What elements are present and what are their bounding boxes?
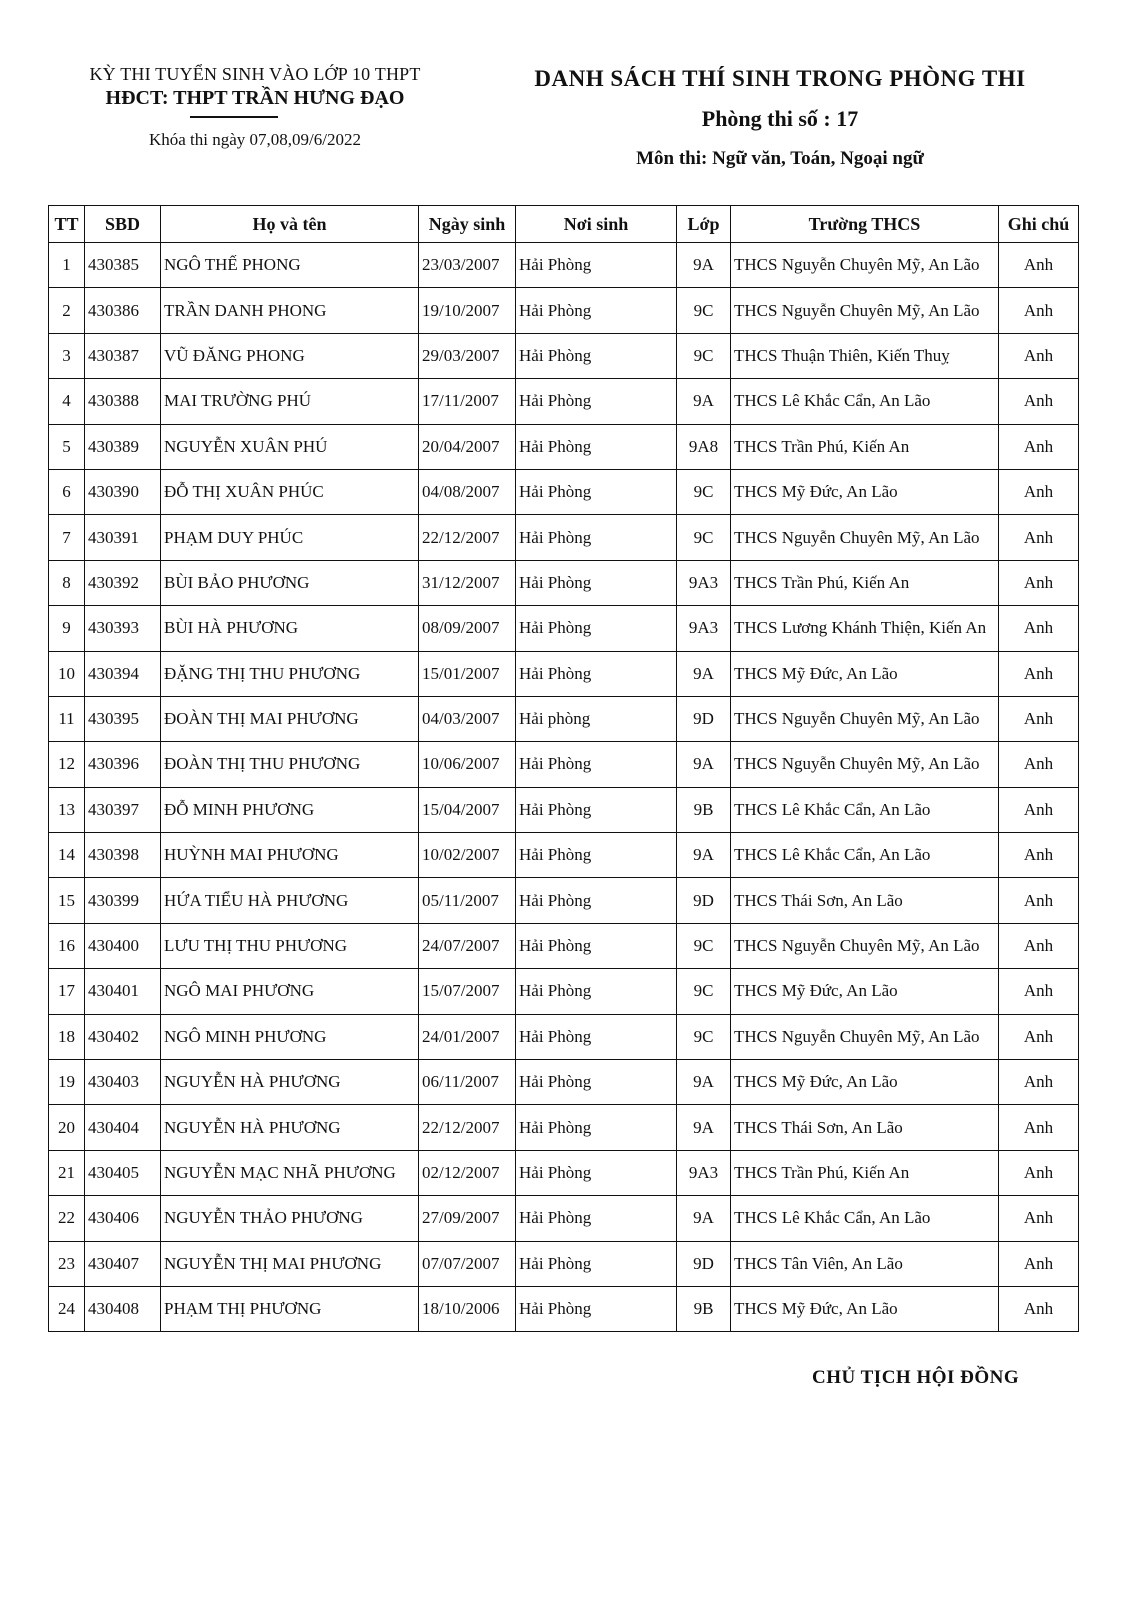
col-name: ĐỖ THỊ XUÂN PHÚC <box>161 469 419 514</box>
col-tt: 7 <box>49 515 85 560</box>
table-row <box>49 1014 1079 1059</box>
col-school: THCS Thái Sơn, An Lão <box>731 1105 999 1150</box>
col-class: 9D <box>677 878 731 923</box>
col-school: THCS Lê Khắc Cẩn, An Lão <box>731 833 999 878</box>
table-row <box>49 969 1079 1014</box>
col-school: THCS Mỹ Đức, An Lão <box>731 469 999 514</box>
col-dob: 22/12/2007 <box>419 1105 516 1150</box>
col-sbd: 430392 <box>85 560 161 605</box>
candidate-table <box>48 205 1079 1332</box>
col-sbd: 430403 <box>85 1060 161 1105</box>
col-note: Anh <box>999 923 1079 968</box>
col-note: Anh <box>999 878 1079 923</box>
col-school: THCS Nguyễn Chuyên Mỹ, An Lão <box>731 742 999 787</box>
col-tt: 9 <box>49 606 85 651</box>
col-note: Anh <box>999 833 1079 878</box>
col-dob: 22/12/2007 <box>419 515 516 560</box>
col-note: Anh <box>999 424 1079 469</box>
col-dob: 10/02/2007 <box>419 833 516 878</box>
col-class: 9C <box>677 969 731 1014</box>
col-school: THCS Tân Viên, An Lão <box>731 1241 999 1286</box>
col-class: 9C <box>677 923 731 968</box>
col-birthplace: Hải Phòng <box>516 288 677 333</box>
col-note: Anh <box>999 742 1079 787</box>
col-dob: 15/01/2007 <box>419 651 516 696</box>
col-dob: 19/10/2007 <box>419 288 516 333</box>
header-col-school: Trường THCS <box>731 206 999 243</box>
col-school: THCS Nguyễn Chuyên Mỹ, An Lão <box>731 288 999 333</box>
col-school: THCS Nguyễn Chuyên Mỹ, An Lão <box>731 696 999 741</box>
col-dob: 04/08/2007 <box>419 469 516 514</box>
col-birthplace: Hải Phòng <box>516 606 677 651</box>
col-tt: 14 <box>49 833 85 878</box>
col-birthplace: Hải Phòng <box>516 651 677 696</box>
col-note: Anh <box>999 515 1079 560</box>
col-tt: 18 <box>49 1014 85 1059</box>
col-birthplace: Hải Phòng <box>516 969 677 1014</box>
page-title: DANH SÁCH THÍ SINH TRONG PHÒNG THI <box>534 66 1026 91</box>
col-dob: 24/07/2007 <box>419 923 516 968</box>
col-birthplace: Hải Phòng <box>516 1241 677 1286</box>
header-col-birthplace: Nơi sinh <box>516 206 677 243</box>
table-row <box>49 1196 1079 1241</box>
col-school: THCS Lương Khánh Thiện, Kiến An <box>731 606 999 651</box>
col-name: NGÔ MINH PHƯƠNG <box>161 1014 419 1059</box>
col-birthplace: Hải phòng <box>516 696 677 741</box>
col-birthplace: Hải Phòng <box>516 379 677 424</box>
col-class: 9A8 <box>677 424 731 469</box>
col-sbd: 430401 <box>85 969 161 1014</box>
col-tt: 24 <box>49 1286 85 1331</box>
table-row <box>49 333 1079 378</box>
col-name: ĐOÀN THỊ MAI PHƯƠNG <box>161 696 419 741</box>
col-tt: 4 <box>49 379 85 424</box>
col-sbd: 430398 <box>85 833 161 878</box>
col-birthplace: Hải Phòng <box>516 1196 677 1241</box>
header-left <box>50 64 460 150</box>
col-dob: 08/09/2007 <box>419 606 516 651</box>
col-birthplace: Hải Phòng <box>516 742 677 787</box>
col-school: THCS Mỹ Đức, An Lão <box>731 1286 999 1331</box>
table-row <box>49 742 1079 787</box>
col-class: 9C <box>677 288 731 333</box>
header-right <box>500 66 1060 170</box>
col-birthplace: Hải Phòng <box>516 923 677 968</box>
col-note: Anh <box>999 243 1079 288</box>
col-school: THCS Thái Sơn, An Lão <box>731 878 999 923</box>
col-class: 9A3 <box>677 1150 731 1195</box>
col-note: Anh <box>999 1060 1079 1105</box>
col-sbd: 430400 <box>85 923 161 968</box>
table-row <box>49 878 1079 923</box>
col-note: Anh <box>999 1150 1079 1195</box>
table-row <box>49 1241 1079 1286</box>
col-class: 9B <box>677 1286 731 1331</box>
col-sbd: 430396 <box>85 742 161 787</box>
table-row <box>49 787 1079 832</box>
col-dob: 23/03/2007 <box>419 243 516 288</box>
header-col-sbd: SBD <box>85 206 161 243</box>
col-school: THCS Mỹ Đức, An Lão <box>731 1060 999 1105</box>
header-col-tt: TT <box>49 206 85 243</box>
col-sbd: 430407 <box>85 1241 161 1286</box>
col-sbd: 430408 <box>85 1286 161 1331</box>
col-school: THCS Lê Khắc Cẩn, An Lão <box>731 787 999 832</box>
col-class: 9A3 <box>677 560 731 605</box>
col-class: 9C <box>677 515 731 560</box>
col-note: Anh <box>999 696 1079 741</box>
col-note: Anh <box>999 288 1079 333</box>
header-col-note: Ghi chú <box>999 206 1079 243</box>
col-name: NGUYỄN THẢO PHƯƠNG <box>161 1196 419 1241</box>
table-row <box>49 651 1079 696</box>
exam-name: KỲ THI TUYỂN SINH VÀO LỚP 10 THPT <box>89 64 421 84</box>
col-birthplace: Hải Phòng <box>516 424 677 469</box>
col-school: THCS Trần Phú, Kiến An <box>731 424 999 469</box>
col-name: ĐỖ MINH PHƯƠNG <box>161 787 419 832</box>
col-birthplace: Hải Phòng <box>516 1105 677 1150</box>
col-name: ĐẶNG THỊ THU PHƯƠNG <box>161 651 419 696</box>
col-tt: 8 <box>49 560 85 605</box>
col-dob: 27/09/2007 <box>419 1196 516 1241</box>
col-class: 9A <box>677 379 731 424</box>
table-row <box>49 696 1079 741</box>
col-note: Anh <box>999 560 1079 605</box>
col-name: NGÔ THẾ PHONG <box>161 243 419 288</box>
col-name: LƯU THỊ THU PHƯƠNG <box>161 923 419 968</box>
col-sbd: 430387 <box>85 333 161 378</box>
table-row <box>49 1105 1079 1150</box>
col-name: BÙI BẢO PHƯƠNG <box>161 560 419 605</box>
col-dob: 07/07/2007 <box>419 1241 516 1286</box>
col-dob: 20/04/2007 <box>419 424 516 469</box>
col-class: 9A <box>677 833 731 878</box>
col-name: NGUYỄN THỊ MAI PHƯƠNG <box>161 1241 419 1286</box>
header-col-dob: Ngày sinh <box>419 206 516 243</box>
col-name: TRẦN DANH PHONG <box>161 288 419 333</box>
col-dob: 10/06/2007 <box>419 742 516 787</box>
col-tt: 21 <box>49 1150 85 1195</box>
col-sbd: 430395 <box>85 696 161 741</box>
col-dob: 06/11/2007 <box>419 1060 516 1105</box>
col-sbd: 430394 <box>85 651 161 696</box>
col-tt: 19 <box>49 1060 85 1105</box>
col-school: THCS Nguyễn Chuyên Mỹ, An Lão <box>731 1014 999 1059</box>
table-row <box>49 515 1079 560</box>
col-tt: 2 <box>49 288 85 333</box>
col-school: THCS Nguyễn Chuyên Mỹ, An Lão <box>731 515 999 560</box>
col-sbd: 430397 <box>85 787 161 832</box>
col-name: VŨ ĐĂNG PHONG <box>161 333 419 378</box>
col-note: Anh <box>999 1286 1079 1331</box>
col-tt: 12 <box>49 742 85 787</box>
col-dob: 15/07/2007 <box>419 969 516 1014</box>
col-dob: 04/03/2007 <box>419 696 516 741</box>
col-tt: 3 <box>49 333 85 378</box>
col-note: Anh <box>999 379 1079 424</box>
col-name: ĐOÀN THỊ THU PHƯƠNG <box>161 742 419 787</box>
col-name: NGUYỄN MẠC NHÃ PHƯƠNG <box>161 1150 419 1195</box>
col-school: THCS Lê Khắc Cẩn, An Lão <box>731 379 999 424</box>
col-dob: 05/11/2007 <box>419 878 516 923</box>
table-row <box>49 1150 1079 1195</box>
col-name: NGUYỄN HÀ PHƯƠNG <box>161 1105 419 1150</box>
header-col-class: Lớp <box>677 206 731 243</box>
table-row <box>49 379 1079 424</box>
col-name: HỨA TIỂU HÀ PHƯƠNG <box>161 878 419 923</box>
col-birthplace: Hải Phòng <box>516 833 677 878</box>
col-school: THCS Thuận Thiên, Kiến Thuỵ <box>731 333 999 378</box>
table-row <box>49 243 1079 288</box>
col-class: 9C <box>677 333 731 378</box>
col-tt: 15 <box>49 878 85 923</box>
col-class: 9A <box>677 1105 731 1150</box>
col-sbd: 430389 <box>85 424 161 469</box>
table-row <box>49 833 1079 878</box>
col-sbd: 430391 <box>85 515 161 560</box>
table-row <box>49 469 1079 514</box>
col-school: THCS Nguyễn Chuyên Mỹ, An Lão <box>731 243 999 288</box>
col-birthplace: Hải Phòng <box>516 787 677 832</box>
table-row <box>49 424 1079 469</box>
col-name: BÙI HÀ PHƯƠNG <box>161 606 419 651</box>
col-sbd: 430399 <box>85 878 161 923</box>
col-sbd: 430385 <box>85 243 161 288</box>
col-note: Anh <box>999 787 1079 832</box>
col-dob: 24/01/2007 <box>419 1014 516 1059</box>
col-name: NGÔ MAI PHƯƠNG <box>161 969 419 1014</box>
col-dob: 17/11/2007 <box>419 379 516 424</box>
col-note: Anh <box>999 606 1079 651</box>
col-birthplace: Hải Phòng <box>516 560 677 605</box>
table-row <box>49 1060 1079 1105</box>
divider <box>190 116 278 118</box>
col-class: 9A <box>677 651 731 696</box>
col-tt: 20 <box>49 1105 85 1150</box>
col-sbd: 430404 <box>85 1105 161 1150</box>
col-tt: 10 <box>49 651 85 696</box>
col-sbd: 430388 <box>85 379 161 424</box>
col-class: 9D <box>677 1241 731 1286</box>
col-sbd: 430393 <box>85 606 161 651</box>
col-note: Anh <box>999 969 1079 1014</box>
col-dob: 02/12/2007 <box>419 1150 516 1195</box>
council-name: HĐCT: THPT TRẦN HƯNG ĐẠO <box>105 87 405 109</box>
col-birthplace: Hải Phòng <box>516 333 677 378</box>
col-sbd: 430402 <box>85 1014 161 1059</box>
col-tt: 22 <box>49 1196 85 1241</box>
table-row <box>49 606 1079 651</box>
col-sbd: 430405 <box>85 1150 161 1195</box>
room-number: Phòng thi số : 17 <box>701 106 859 131</box>
col-dob: 31/12/2007 <box>419 560 516 605</box>
col-school: THCS Mỹ Đức, An Lão <box>731 651 999 696</box>
col-dob: 18/10/2006 <box>419 1286 516 1331</box>
col-class: 9A <box>677 1060 731 1105</box>
col-birthplace: Hải Phòng <box>516 469 677 514</box>
col-sbd: 430390 <box>85 469 161 514</box>
col-birthplace: Hải Phòng <box>516 1014 677 1059</box>
col-name: PHẠM DUY PHÚC <box>161 515 419 560</box>
col-name: PHẠM THỊ PHƯƠNG <box>161 1286 419 1331</box>
col-class: 9A3 <box>677 606 731 651</box>
col-birthplace: Hải Phòng <box>516 1150 677 1195</box>
col-tt: 5 <box>49 424 85 469</box>
col-note: Anh <box>999 651 1079 696</box>
col-class: 9C <box>677 1014 731 1059</box>
col-birthplace: Hải Phòng <box>516 878 677 923</box>
col-birthplace: Hải Phòng <box>516 515 677 560</box>
col-note: Anh <box>999 1196 1079 1241</box>
table-row <box>49 923 1079 968</box>
col-name: MAI TRƯỜNG PHÚ <box>161 379 419 424</box>
col-class: 9A <box>677 1196 731 1241</box>
col-note: Anh <box>999 1241 1079 1286</box>
col-school: THCS Lê Khắc Cẩn, An Lão <box>731 1196 999 1241</box>
col-birthplace: Hải Phòng <box>516 1286 677 1331</box>
col-note: Anh <box>999 1105 1079 1150</box>
col-tt: 23 <box>49 1241 85 1286</box>
col-tt: 11 <box>49 696 85 741</box>
col-birthplace: Hải Phòng <box>516 243 677 288</box>
col-note: Anh <box>999 1014 1079 1059</box>
col-school: THCS Mỹ Đức, An Lão <box>731 969 999 1014</box>
col-class: 9B <box>677 787 731 832</box>
col-sbd: 430406 <box>85 1196 161 1241</box>
subjects: Môn thi: Ngữ văn, Toán, Ngoại ngữ <box>636 148 924 169</box>
col-name: NGUYỄN XUÂN PHÚ <box>161 424 419 469</box>
col-name: NGUYỄN HÀ PHƯƠNG <box>161 1060 419 1105</box>
col-tt: 13 <box>49 787 85 832</box>
col-birthplace: Hải Phòng <box>516 1060 677 1105</box>
header-col-name: Họ và tên <box>161 206 419 243</box>
col-tt: 6 <box>49 469 85 514</box>
table-row <box>49 560 1079 605</box>
signature-title: CHỦ TỊCH HỘI ĐỒNG <box>812 1367 1020 1388</box>
col-class: 9A <box>677 243 731 288</box>
col-note: Anh <box>999 333 1079 378</box>
table-header <box>49 206 1079 243</box>
col-school: THCS Trần Phú, Kiến An <box>731 560 999 605</box>
col-note: Anh <box>999 469 1079 514</box>
col-class: 9C <box>677 469 731 514</box>
col-name: HUỲNH MAI PHƯƠNG <box>161 833 419 878</box>
exam-dates: Khóa thi ngày 07,08,09/6/2022 <box>148 130 361 149</box>
table-row <box>49 1286 1079 1331</box>
col-tt: 17 <box>49 969 85 1014</box>
col-dob: 29/03/2007 <box>419 333 516 378</box>
col-dob: 15/04/2007 <box>419 787 516 832</box>
table-row <box>49 288 1079 333</box>
col-tt: 16 <box>49 923 85 968</box>
col-sbd: 430386 <box>85 288 161 333</box>
col-tt: 1 <box>49 243 85 288</box>
col-school: THCS Nguyễn Chuyên Mỹ, An Lão <box>731 923 999 968</box>
col-class: 9D <box>677 696 731 741</box>
col-school: THCS Trần Phú, Kiến An <box>731 1150 999 1195</box>
col-class: 9A <box>677 742 731 787</box>
